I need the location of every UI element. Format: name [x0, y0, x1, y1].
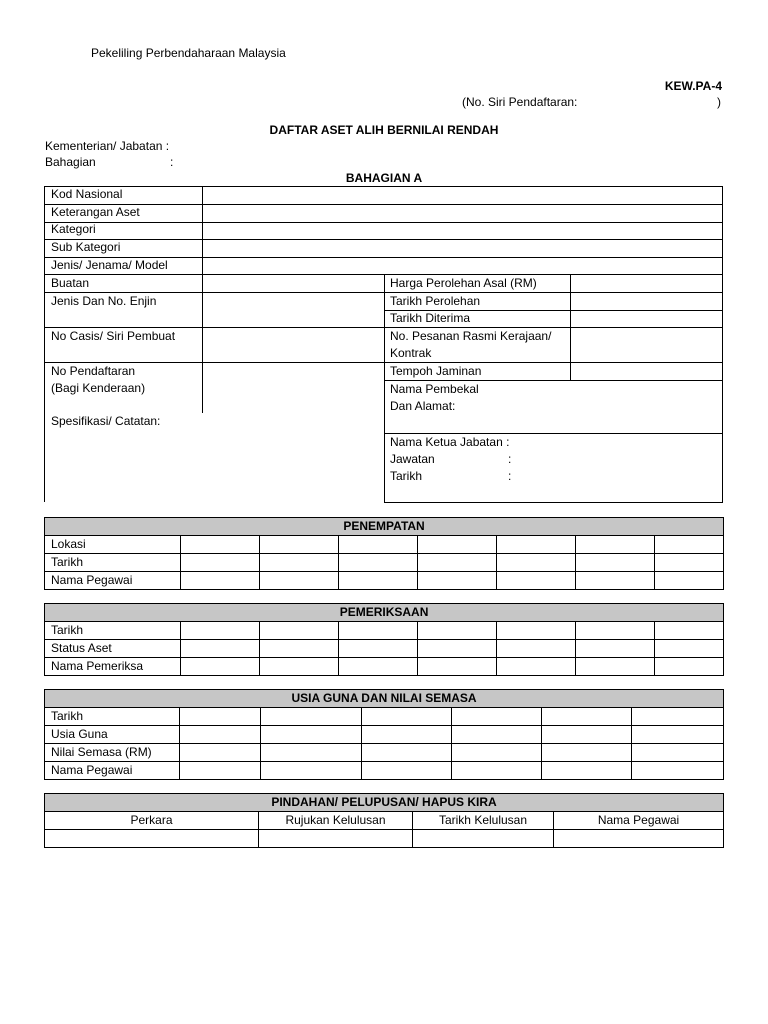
row-label: Tarikh	[45, 554, 181, 572]
tarikh-label: Tarikh	[390, 469, 423, 483]
table-row	[45, 622, 724, 640]
table-row	[45, 726, 724, 744]
bagi-kenderaan-label: (Bagi Kenderaan)	[51, 381, 146, 395]
spesifikasi-catatan-label: Spesifikasi/ Catatan:	[51, 414, 161, 428]
usia-guna-heading: USIA GUNA DAN NILAI SEMASA	[45, 690, 724, 708]
usia-guna-table	[44, 689, 724, 780]
column-header-perkara: Perkara	[45, 812, 259, 830]
table-row	[45, 708, 724, 726]
row-label: Nilai Semasa (RM)	[45, 744, 180, 762]
table-row	[45, 658, 724, 676]
jenis-jenama-model-label: Jenis/ Jenama/ Model	[51, 258, 168, 272]
table-row	[45, 536, 724, 554]
harga-perolehan-label: Harga Perolehan Asal (RM)	[390, 276, 537, 290]
nama-pembekal-label: Nama Pembekal	[390, 382, 479, 396]
division-colon: :	[170, 155, 174, 169]
table-header-row	[45, 812, 724, 830]
serial-number-close: )	[717, 95, 721, 109]
sub-kategori-label: Sub Kategori	[51, 240, 121, 254]
table-row	[45, 744, 724, 762]
row-label: Tarikh	[45, 708, 180, 726]
tarikh-perolehan-label: Tarikh Perolehan	[390, 294, 481, 308]
table-row	[45, 554, 724, 572]
publisher-text: Pekeliling Perbendaharaan Malaysia	[91, 46, 286, 60]
tarikh-colon: :	[508, 469, 512, 483]
no-casis-label: No Casis/ Siri Pembuat	[51, 329, 176, 343]
kod-nasional-label: Kod Nasional	[51, 187, 123, 201]
tarikh-diterima-label: Tarikh Diterima	[390, 311, 471, 325]
jawatan-colon: :	[508, 452, 512, 466]
kategori-label: Kategori	[51, 222, 96, 236]
serial-number-label: (No. Siri Pendaftaran:	[462, 95, 578, 109]
row-label: Nama Pemeriksa	[45, 658, 181, 676]
nama-ketua-jabatan-label: Nama Ketua Jabatan :	[390, 435, 510, 449]
penempatan-table	[44, 517, 724, 590]
document-title: DAFTAR ASET ALIH BERNILAI RENDAH	[269, 123, 499, 137]
keterangan-aset-label: Keterangan Aset	[51, 205, 140, 219]
division-label: Bahagian	[45, 155, 96, 169]
pindahan-table	[44, 793, 724, 848]
jawatan-label: Jawatan	[390, 452, 435, 466]
jenis-no-enjin-label: Jenis Dan No. Enjin	[51, 294, 157, 308]
row-label: Status Aset	[45, 640, 181, 658]
bahagian-a-heading: BAHAGIAN A	[345, 171, 423, 185]
no-pendaftaran-label: No Pendaftaran	[51, 364, 136, 378]
column-header-tarikh-kelulusan: Tarikh Kelulusan	[413, 812, 554, 830]
no-pesanan-label: No. Pesanan Rasmi Kerajaan/	[390, 329, 552, 343]
tempoh-jaminan-label: Tempoh Jaminan	[390, 364, 482, 378]
row-label: Usia Guna	[45, 726, 180, 744]
table-row	[45, 640, 724, 658]
table-row	[45, 830, 724, 848]
row-label: Tarikh	[45, 622, 181, 640]
row-label: Nama Pegawai	[45, 762, 180, 780]
pindahan-heading: PINDAHAN/ PELUPUSAN/ HAPUS KIRA	[45, 794, 724, 812]
row-label: Lokasi	[45, 536, 181, 554]
table-row	[45, 572, 724, 590]
row-label: Nama Pegawai	[45, 572, 181, 590]
column-header-rujukan-kelulusan: Rujukan Kelulusan	[259, 812, 413, 830]
buatan-label: Buatan	[51, 276, 90, 290]
pemeriksaan-table	[44, 603, 724, 676]
form-code: KEW.PA-4	[664, 79, 722, 93]
penempatan-heading: PENEMPATAN	[45, 518, 724, 536]
ministry-label: Kementerian/ Jabatan :	[45, 139, 170, 153]
table-row	[45, 762, 724, 780]
pemeriksaan-heading: PEMERIKSAAN	[45, 604, 724, 622]
kontrak-label: Kontrak	[390, 346, 432, 360]
column-header-nama-pegawai: Nama Pegawai	[554, 812, 724, 830]
dan-alamat-label: Dan Alamat:	[390, 399, 456, 413]
